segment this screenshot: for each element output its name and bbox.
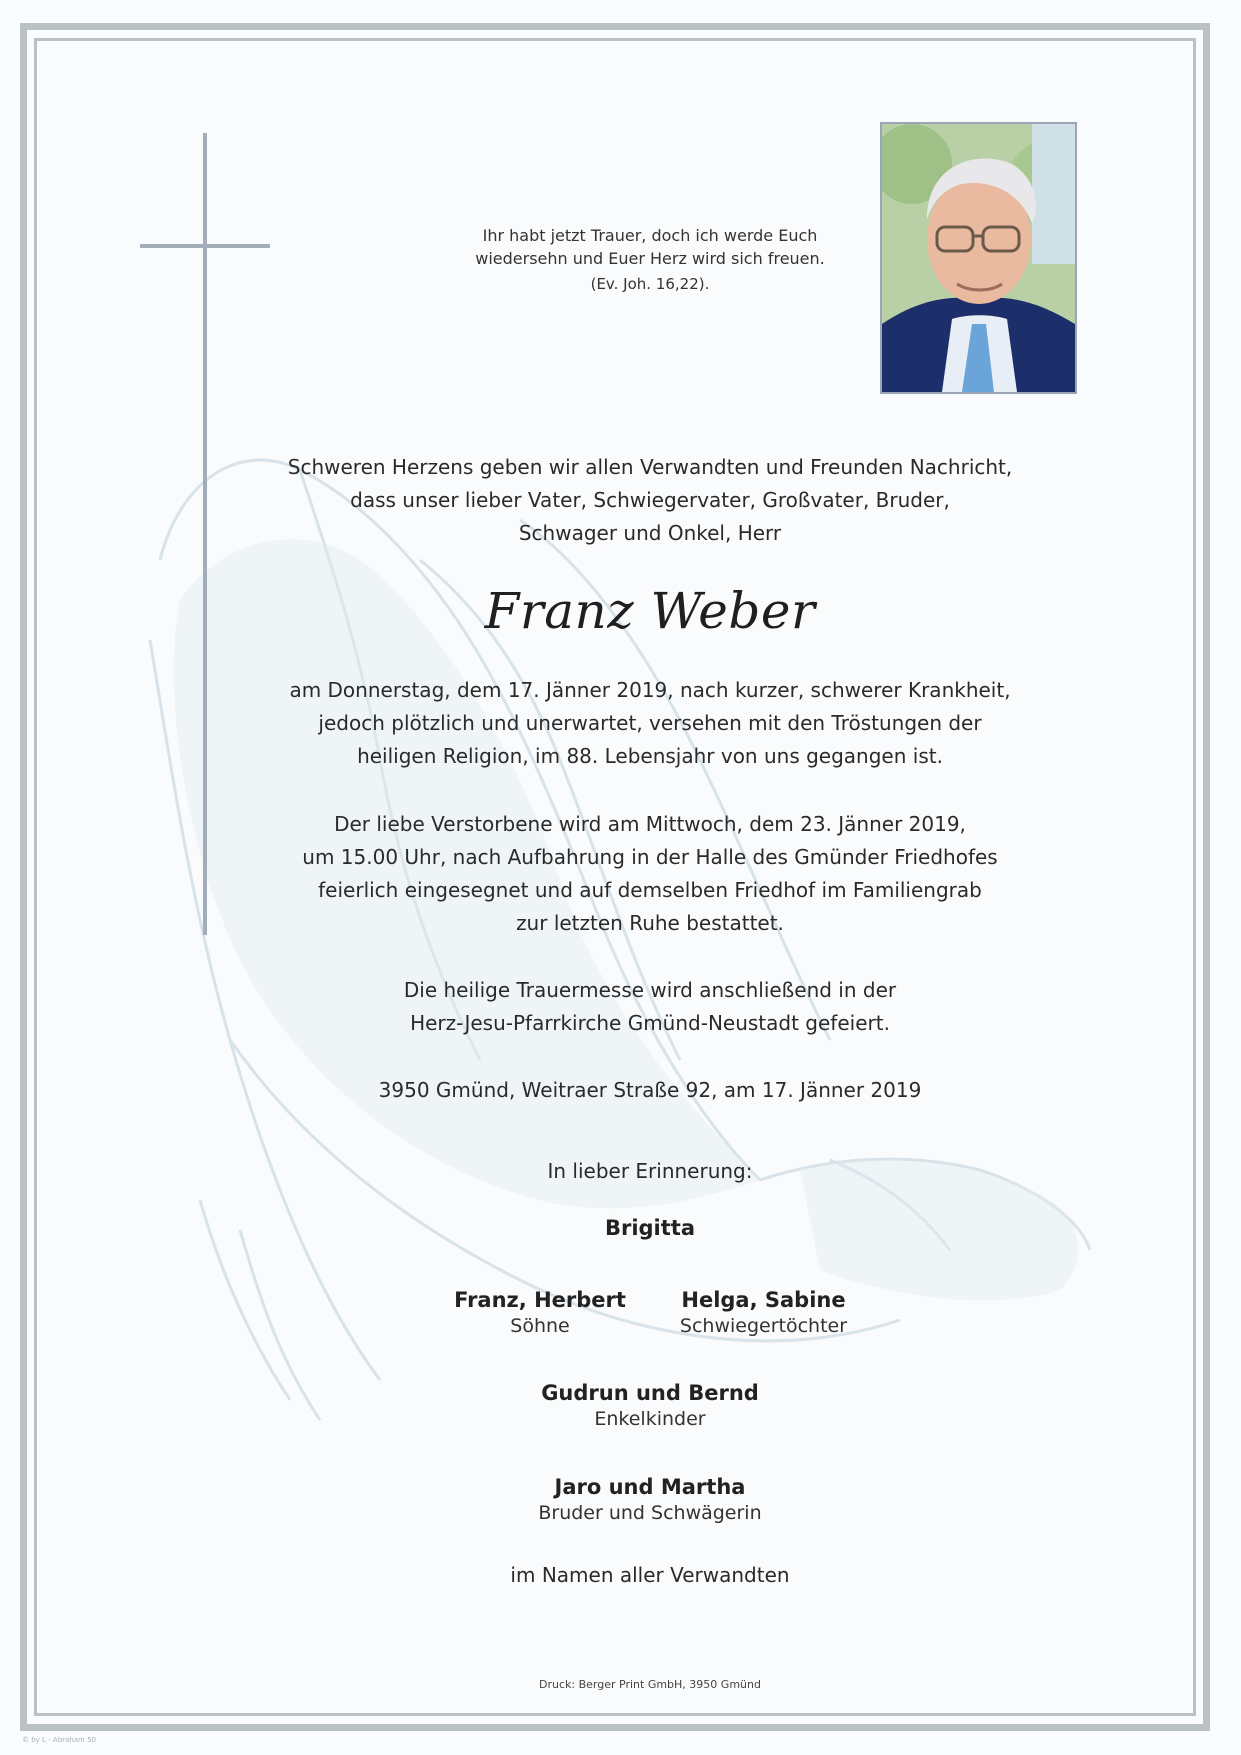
grandchildren-block <box>250 1381 1050 1430</box>
siblings-names: Jaro und Martha <box>554 1475 746 1499</box>
printer-credit: Druck: Berger Print GmbH, 3950 Gmünd <box>539 1678 761 1691</box>
death-info-line-3: heiligen Religion, im 88. Lebensjahr von uns gegangen ist. <box>357 744 943 768</box>
announcement-line-1: Schweren Herzens geben wir allen Verwandten und Freunden Nachricht, <box>287 455 1013 479</box>
funeral-info-line-2: um 15.00 Uhr, nach Aufbahrung in der Halle des Gmünder Friedhofes <box>302 845 998 869</box>
funeral-info-paragraph <box>250 808 1050 940</box>
daughters-in-law-names: Helga, Sabine <box>681 1288 846 1312</box>
grandchildren-role: Enkelkinder <box>594 1408 706 1430</box>
cross-icon-vertical <box>203 133 207 935</box>
death-info-line-1: am Donnerstag, dem 17. Jänner 2019, nach kurzer, schwerer Krankheit, <box>289 678 1011 702</box>
memory-heading: In lieber Erinnerung: <box>547 1159 753 1183</box>
death-info-line-2: jedoch plötzlich und unerwartet, versehen mit den Tröstungen der <box>318 711 982 735</box>
deceased-name: Franz Weber <box>484 582 816 640</box>
bible-quote <box>250 224 1050 270</box>
sons-block <box>440 1288 640 1337</box>
funeral-info-line-3: feierlich eingesegnet und auf demselben Friedhof im Familiengrab <box>318 878 982 902</box>
quote-line-2: wiedersehn und Euer Herz wird sich freuen. <box>475 249 825 268</box>
siblings-block <box>250 1475 1050 1524</box>
closing-line: im Namen aller Verwandten <box>510 1563 790 1587</box>
siblings-role: Bruder und Schwägerin <box>538 1502 762 1524</box>
funeral-info-line-4: zur letzten Ruhe bestattet. <box>516 911 784 935</box>
place-date: 3950 Gmünd, Weitraer Straße 92, am 17. Jänner 2019 <box>378 1078 922 1102</box>
daughters-in-law-block <box>656 1288 871 1337</box>
sons-names: Franz, Herbert <box>454 1288 626 1312</box>
sons-role: Söhne <box>510 1315 570 1337</box>
daughters-in-law-role: Schwiegertöchter <box>679 1315 848 1337</box>
spouse-name: Brigitta <box>604 1216 696 1240</box>
template-mark: © by L - Abraham 50 <box>22 1736 96 1744</box>
mass-info-line-2: Herz-Jesu-Pfarrkirche Gmünd-Neustadt gefeiert. <box>410 1011 890 1035</box>
announcement-line-3: Schwager und Onkel, Herr <box>518 521 782 545</box>
announcement-paragraph <box>250 451 1050 550</box>
quote-reference: (Ev. Joh. 16,22). <box>590 275 710 293</box>
grandchildren-names: Gudrun und Bernd <box>541 1381 759 1405</box>
death-info-paragraph <box>250 674 1050 773</box>
quote-line-1: Ihr habt jetzt Trauer, doch ich werde Euch <box>482 226 818 245</box>
mass-info-line-1: Die heilige Trauermesse wird anschließend in der <box>403 978 897 1002</box>
funeral-info-line-1: Der liebe Verstorbene wird am Mittwoch, dem 23. Jänner 2019, <box>334 812 966 836</box>
mass-info-paragraph <box>250 974 1050 1040</box>
announcement-line-2: dass unser lieber Vater, Schwiegervater, Großvater, Bruder, <box>350 488 950 512</box>
